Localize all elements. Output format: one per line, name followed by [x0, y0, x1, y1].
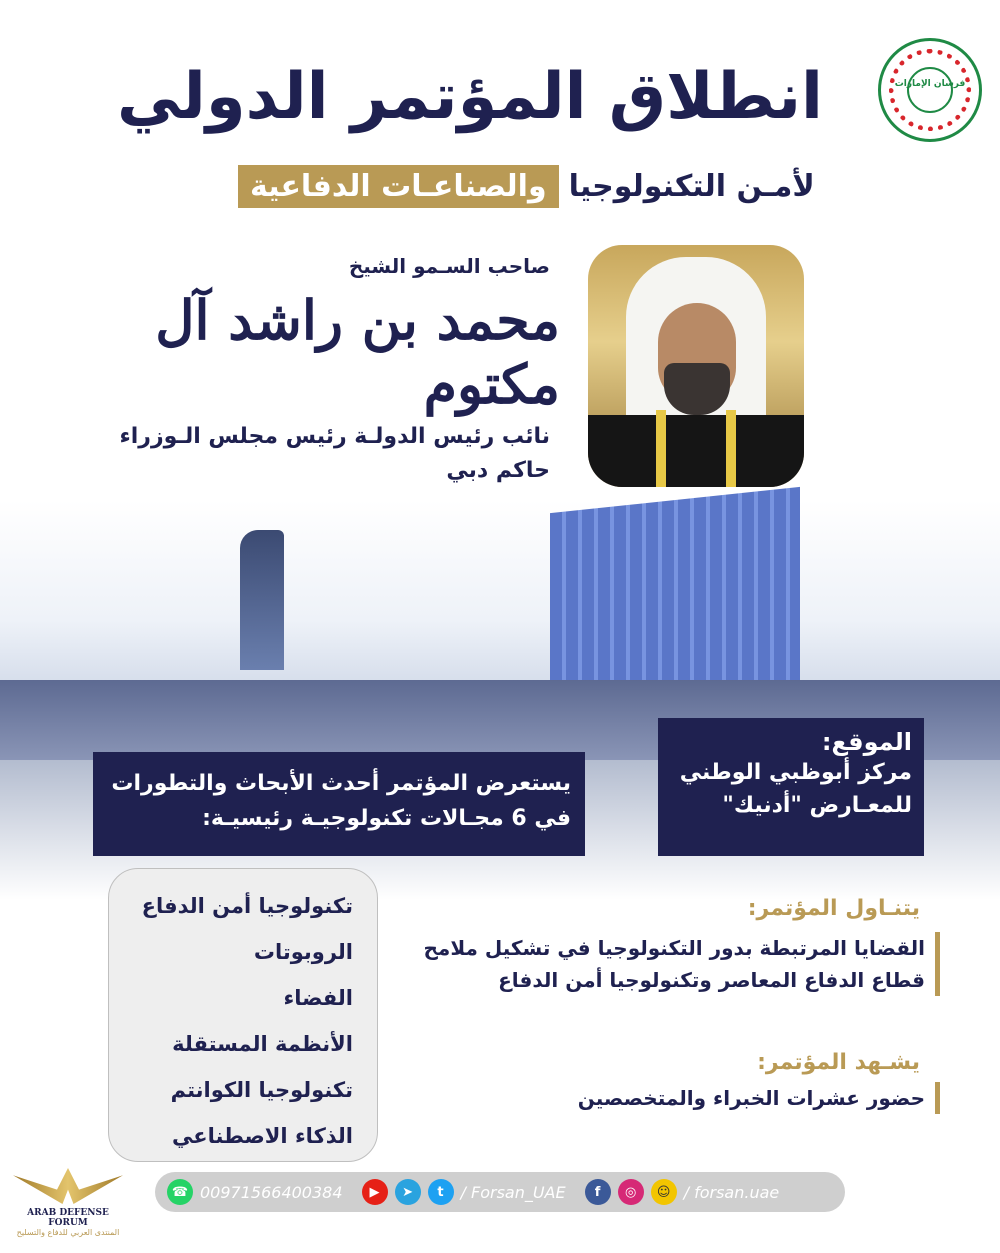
portrait-gold-trim: [656, 410, 736, 487]
intro-box: [93, 752, 585, 856]
list-item: الفضاء: [283, 986, 353, 1010]
telegram-icon[interactable]: ➤: [395, 1179, 421, 1205]
capital-gate-tower: [240, 530, 284, 670]
honorific: صاحب السـمو الشيخ: [348, 254, 550, 278]
position-line1: نائب رئيس الدولـة رئيس مجلس الـوزراء: [119, 424, 550, 449]
youtube-icon[interactable]: ▶: [362, 1179, 388, 1205]
location-label: الموقع:: [821, 728, 912, 756]
twitter-icon[interactable]: t: [428, 1179, 454, 1205]
phone-number[interactable]: 00971566400384: [200, 1182, 343, 1202]
witness-heading: يشـهد المؤتمر:: [757, 1050, 920, 1075]
instagram-icon[interactable]: ◎: [618, 1179, 644, 1205]
witness-text: [500, 1082, 940, 1114]
page-title: انطلاق المؤتمر الدولي: [117, 60, 823, 134]
topics-list: [108, 868, 378, 1162]
social-handle-1[interactable]: / Forsan_UAE: [460, 1182, 566, 1202]
position-line2: حاكم دبي: [446, 458, 550, 483]
list-item: تكنولوجيا أمن الدفاع: [141, 894, 353, 918]
sheikh-portrait: [588, 245, 804, 487]
intro-line2: في 6 مجـالات تكنولوجيـة رئيسيـة:: [202, 806, 571, 832]
subtitle: [238, 160, 825, 212]
arab-defense-forum-logo: [8, 1168, 128, 1248]
subtitle-part2-highlight: والصناعـات الدفاعية: [238, 165, 559, 208]
list-item: الروبوتات: [253, 940, 353, 964]
facebook-icon[interactable]: f: [585, 1179, 611, 1205]
location-box: [658, 718, 924, 856]
witness-line1: حضور عشرات الخبراء والمتخصصين: [577, 1086, 925, 1110]
covers-heading: يتنـاول المؤتمر:: [747, 896, 920, 921]
portrait-beard: [664, 363, 730, 415]
wings-emblem-icon: [13, 1168, 123, 1204]
covers-line2: قطاع الدفاع المعاصر وتكنولوجيا أمن الدفاع: [498, 968, 925, 992]
name-calligraphy: محمد بن راشد آل مكتوم: [155, 288, 560, 416]
location-line2: للمعـارض "أدنيك": [722, 793, 912, 818]
subtitle-part1: لأمـن التكنولوجيا: [568, 168, 815, 204]
logo-name-en: ARAB DEFENSE FORUM: [27, 1208, 109, 1228]
whatsapp-icon[interactable]: ☎: [167, 1179, 193, 1205]
social-handle-2[interactable]: / forsan.uae: [683, 1182, 780, 1202]
snapchat-icon[interactable]: ☺: [651, 1179, 677, 1205]
intro-line1: يستعرض المؤتمر أحدث الأبحاث والتطورات: [111, 771, 571, 796]
list-item: الأنظمة المستقلة: [172, 1032, 353, 1056]
location-line1: مركز أبوظبي الوطني: [679, 760, 912, 785]
forsan-emblem-logo: [878, 38, 982, 142]
emblem-core: [907, 67, 953, 113]
social-bar: [155, 1172, 845, 1212]
emblem-label: فرسان الإمارات: [894, 79, 966, 89]
covers-text: [400, 932, 940, 996]
list-item: تكنولوجيا الكوانتم: [170, 1078, 353, 1102]
covers-line1: القضايا المرتبطة بدور التكنولوجيا في تشكيل ملامح: [423, 936, 925, 960]
logo-name-ar: المنتدى العربي للدفاع والتسليح: [16, 1228, 120, 1237]
list-item: الذكاء الاصطناعي: [172, 1124, 353, 1148]
